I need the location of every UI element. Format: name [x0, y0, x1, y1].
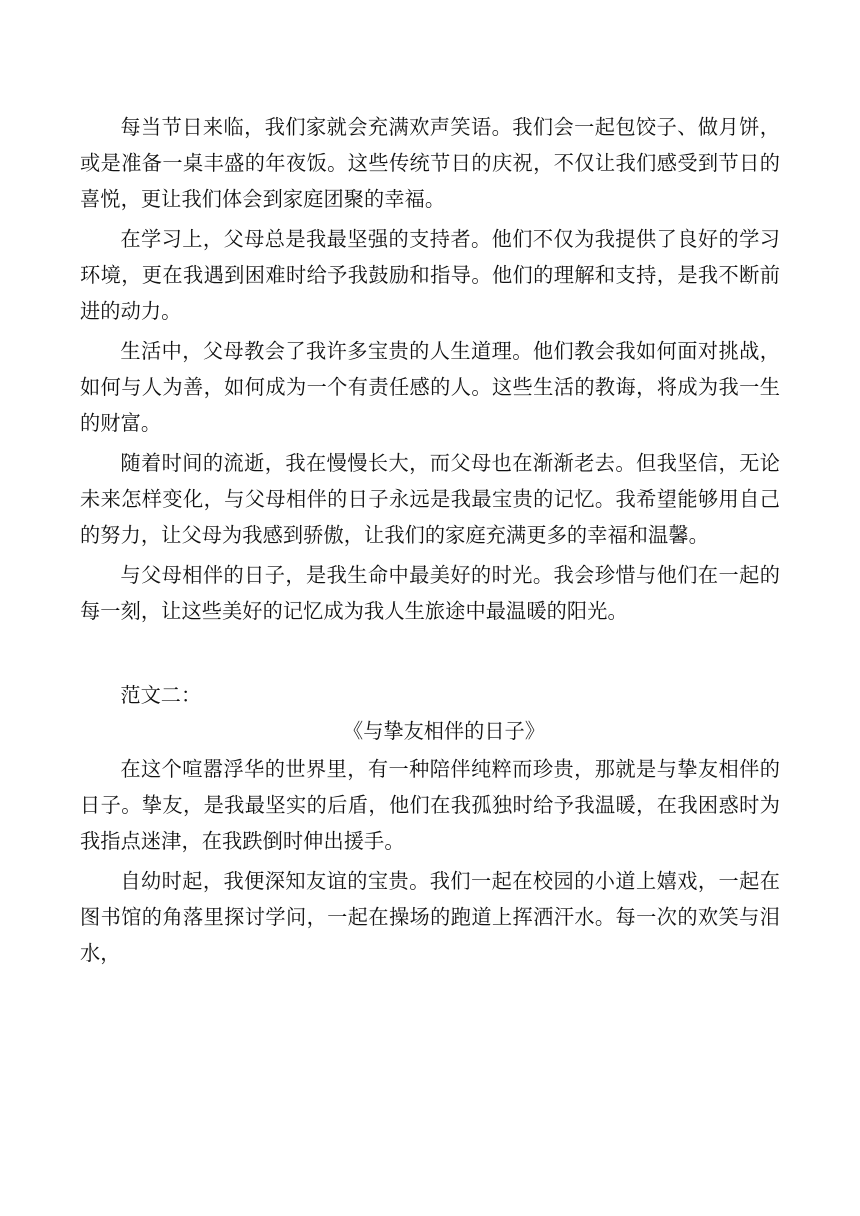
blank-line	[80, 633, 780, 677]
paragraph: 生活中，父母教会了我许多宝贵的人生道理。他们教会我如何面对挑战，如何与人为善，如何成为一个有责任感的人。这些生活的教诲，将成为我一生的财富。	[80, 339, 780, 435]
paragraph: 在学习上，父母总是我最坚强的支持者。他们不仅为我提供了良好的学习环境，更在我遇到困难时给予我鼓励和指导。他们的理解和支持，是我不断前进的动力。	[80, 227, 780, 323]
section-title: 《与挚友相伴的日子》	[343, 719, 545, 743]
paragraph: 与父母相伴的日子，是我生命中最美好的时光。我会珍惜与他们在一起的每一刻，让这些美好的记忆成为我人生旅途中最温暖的阳光。	[80, 563, 780, 623]
section-label: 范文二：	[120, 683, 202, 707]
paragraph: 自幼时起，我便深知友谊的宝贵。我们一起在校园的小道上嬉戏，一起在图书馆的角落里探讨学问，一起在操场的跑道上挥洒汗水。每一次的欢笑与泪水，	[80, 869, 780, 965]
paragraph: 在这个喧嚣浮华的世界里，有一种陪伴纯粹而珍贵，那就是与挚友相伴的日子。挚友，是我最坚实的后盾，他们在我孤独时给予我温暖，在我困惑时为我指点迷津，在我跌倒时伸出援手。	[80, 757, 780, 853]
document-body	[80, 109, 780, 975]
paragraph: 每当节日来临，我们家就会充满欢声笑语。我们会一起包饺子、做月饼，或是准备一桌丰盛的年夜饭。这些传统节日的庆祝，不仅让我们感受到节日的喜悦，更让我们体会到家庭团聚的幸福。	[80, 115, 780, 211]
paragraph: 随着时间的流逝，我在慢慢长大，而父母也在渐渐老去。但我坚信，无论未来怎样变化，与父母相伴的日子永远是我最宝贵的记忆。我希望能够用自己的努力，让父母为我感到骄傲，让我们的家庭充满更多的幸福和温馨。	[80, 451, 780, 547]
